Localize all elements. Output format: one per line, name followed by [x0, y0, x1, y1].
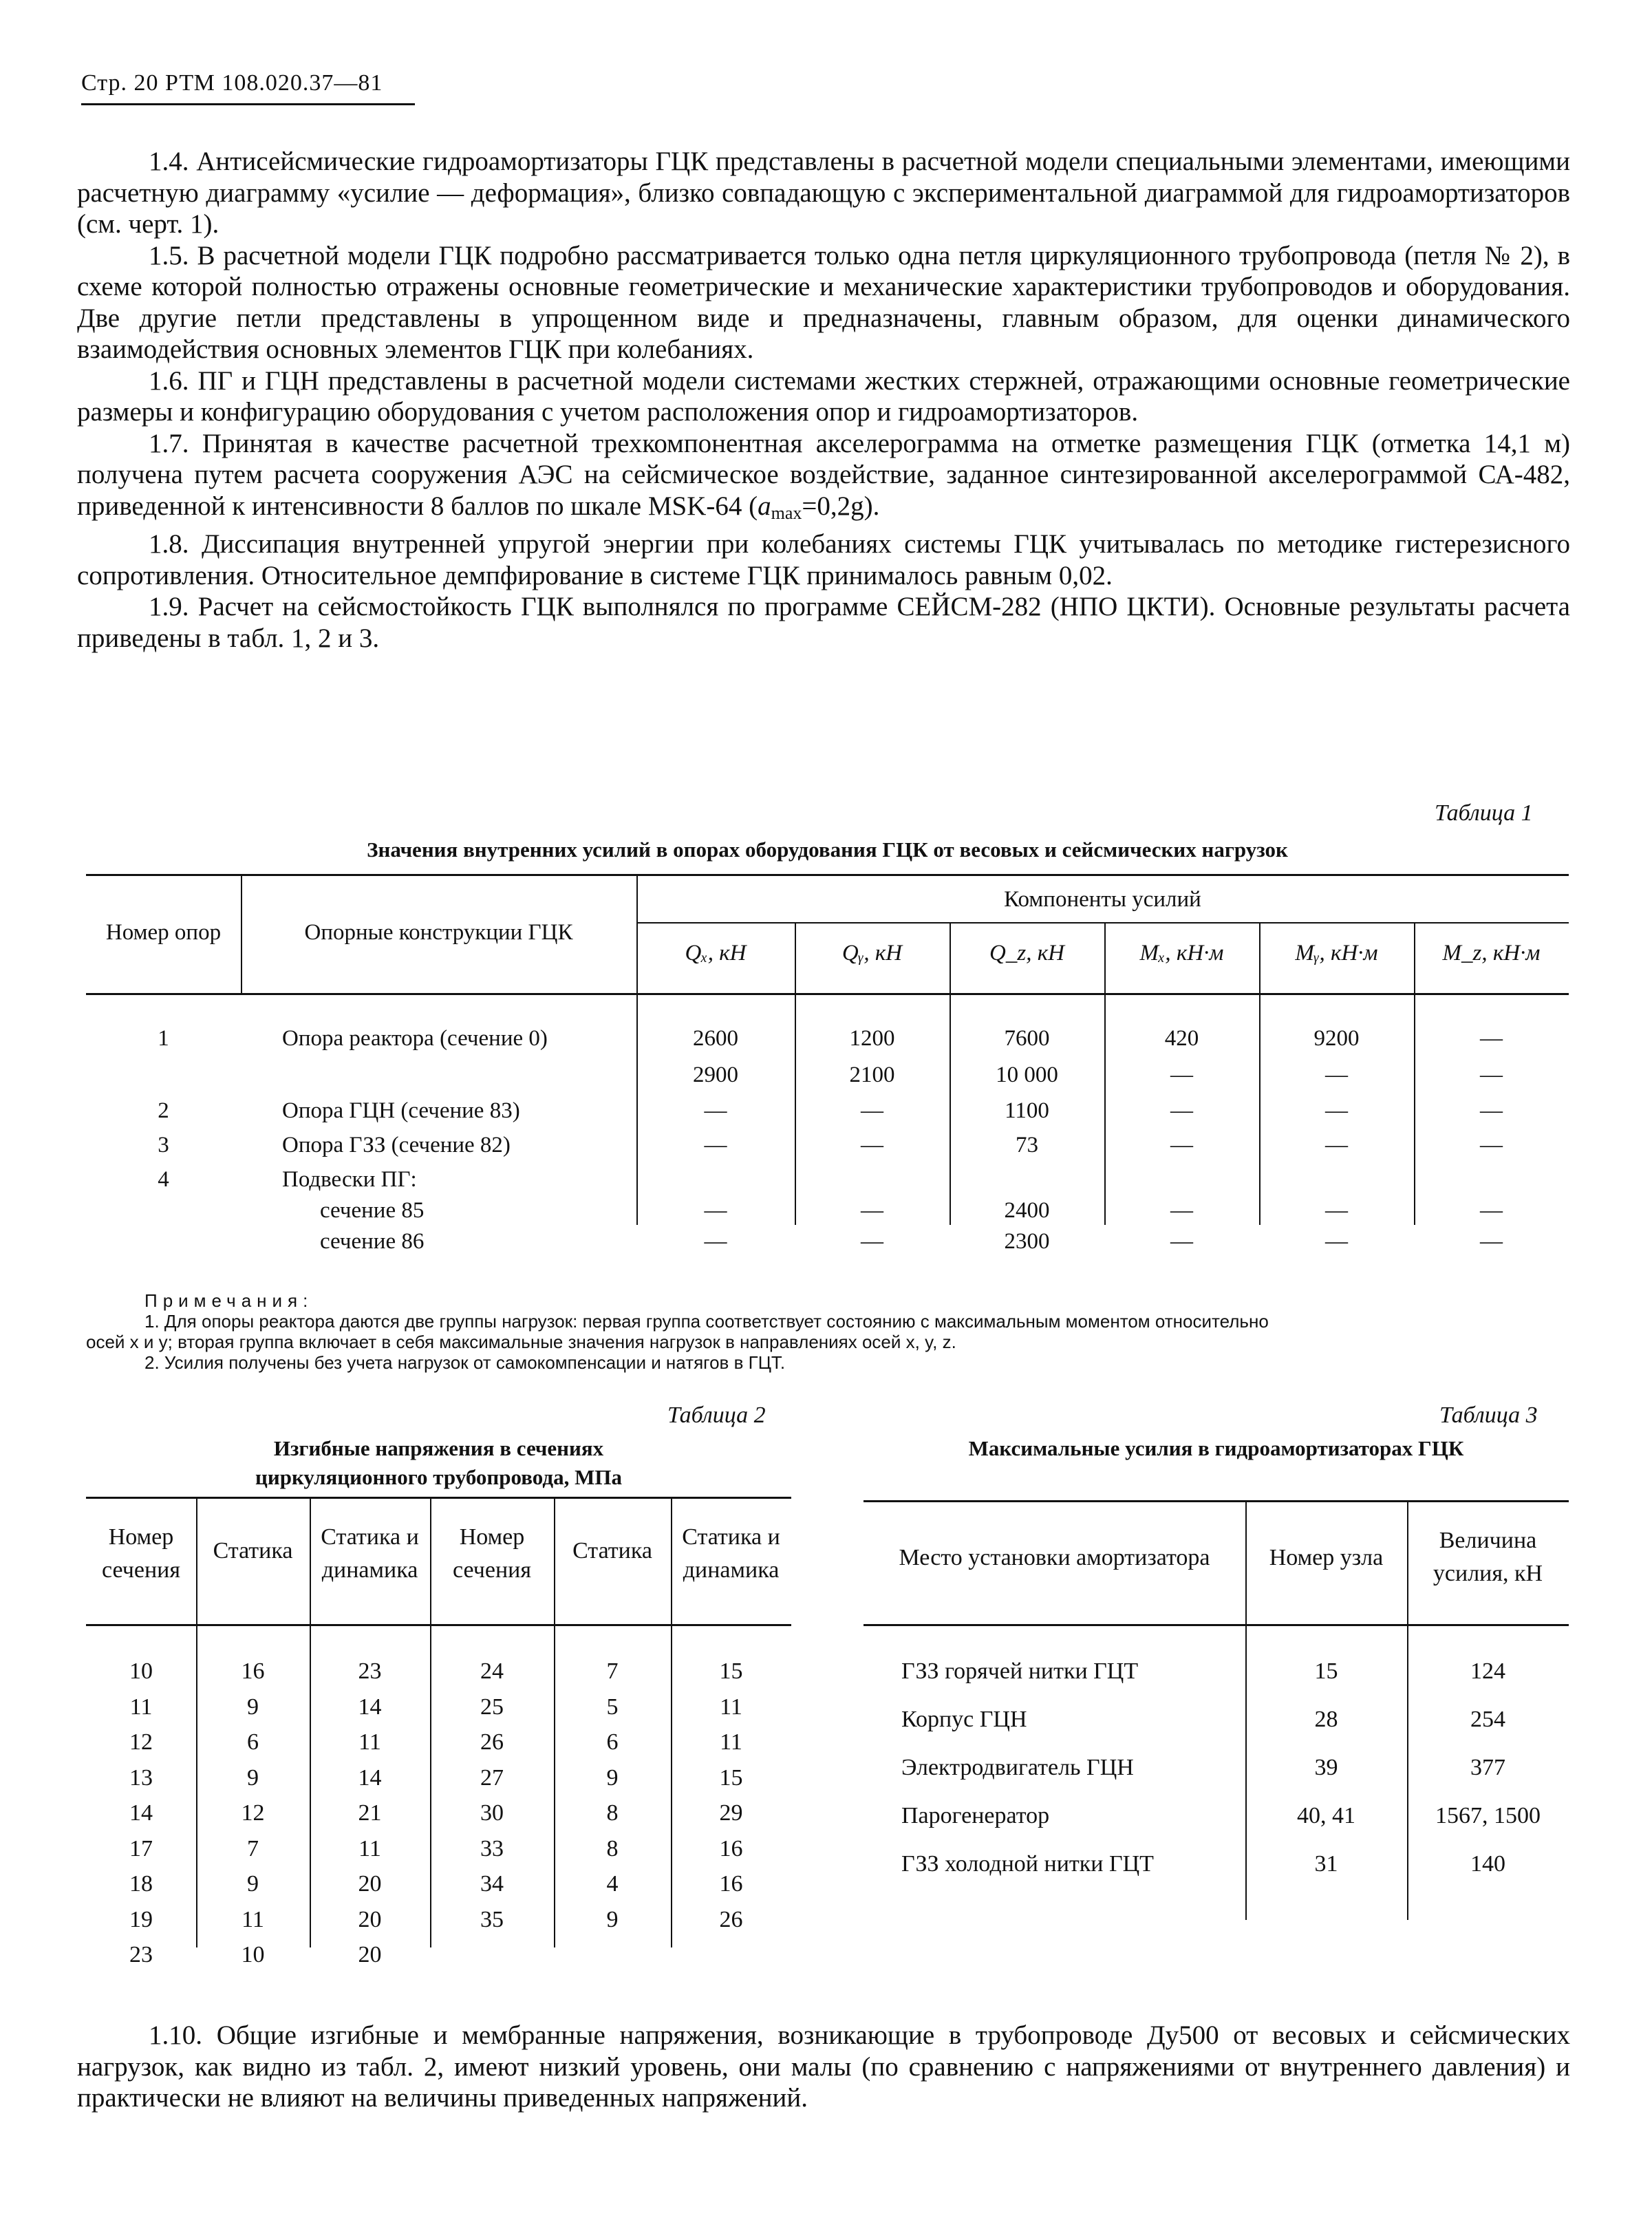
table2-label: Таблица 2: [667, 1402, 766, 1428]
table1-cell: —: [861, 1198, 883, 1223]
table2-cell: 11: [720, 1729, 742, 1755]
table1-cell: 2100: [849, 1063, 895, 1087]
table2-cell: 5: [606, 1694, 619, 1720]
table1-col-qx: Qₓ, кН: [685, 941, 747, 965]
notes-title: Примечания:: [144, 1290, 314, 1311]
table2-header: Статика: [572, 1538, 652, 1563]
table1-cell: 1: [158, 1026, 169, 1051]
table1-cell: —: [704, 1198, 727, 1223]
table2-cell: 7: [606, 1658, 619, 1684]
paragraph-1-5: 1.5. В расчетной модели ГЦК подробно рассматривается только одна петля циркуляционного трубопровода (петля № 2), в схеме которой полностью отражены основные геометрические и механические характеристики трубопроводов и оборудования. Две другие петли представлены в упрощенном виде и предназначены, главным образом, для оценки динамического взаимодействия основных элементов ГЦК при колебаниях.: [77, 240, 1570, 364]
table2-cell: 34: [480, 1871, 504, 1897]
table2-cell: 6: [247, 1729, 259, 1755]
table2-cell: 16: [241, 1658, 265, 1684]
table1-cell: —: [1480, 1026, 1503, 1051]
table2-cell: 27: [480, 1764, 504, 1791]
table3-header: Номер узла: [1269, 1545, 1384, 1570]
table1-cell: —: [1325, 1133, 1348, 1157]
table1-cell: сечение 86: [320, 1229, 425, 1254]
table2-title-line2: циркуляционного трубопровода, МПа: [255, 1465, 622, 1489]
table3-cell: 377: [1470, 1755, 1505, 1780]
paragraph-1-8: 1.8. Диссипация внутренней упругой энергии при колебаниях системы ГЦК учитывалась по методике гистерезисного сопротивления. Относительное демпфирование в системе ГЦК принималось равным 0,02.: [77, 529, 1570, 590]
table2-cell: [554, 1939, 671, 1972]
note-line: 1. Для опоры реактора даются две группы нагрузок: первая группа соответствует состоянию с максимальным моментом относительно: [144, 1311, 1269, 1332]
table3-cell: 28: [1314, 1707, 1338, 1732]
table2-cell: 14: [129, 1800, 153, 1826]
table2-cell: 11: [242, 1906, 264, 1932]
table3-cell: Парогенератор: [901, 1803, 1050, 1828]
table1-cell: 1100: [1005, 1098, 1049, 1123]
table1-cell: —: [1170, 1063, 1193, 1087]
table1-cell: —: [1480, 1098, 1503, 1123]
table1-cell: —: [861, 1133, 883, 1157]
table2-cell: 23: [358, 1658, 382, 1684]
table2-header: Номер сечения: [453, 1524, 531, 1583]
table1-title: Значения внутренних усилий в опорах оборудования ГЦК от весовых и сейсмических нагрузок: [367, 837, 1288, 862]
paragraph-1-7-text-a: 1.7. Принятая в качестве расчетной трехкомпонентная акселерограмма на отметке размещения ГЦК (отметка 14,1 м) получена путем расчета сооружения АЭС на сейсмическое воздействие, заданное синтезированной акселерограммой СА-482, приведенной к интенсивности 8 баллов по шкале MSK-64 (: [77, 428, 1570, 521]
table2-header: Статика и динамика: [321, 1524, 419, 1583]
table1-cell: 420: [1164, 1026, 1199, 1051]
a-symbol: a: [758, 491, 771, 521]
table2-cell: 30: [480, 1800, 504, 1826]
table2-cell: 6: [606, 1729, 619, 1755]
table2-cell: 8: [606, 1835, 619, 1861]
table2-cell: 12: [241, 1800, 265, 1826]
table2-cell: 19: [129, 1906, 153, 1932]
table1-cell: —: [1480, 1198, 1503, 1223]
table2-cell: 29: [719, 1800, 743, 1826]
table3-cell: Корпус ГЦН: [901, 1707, 1027, 1732]
table2-cell: 10: [241, 1942, 265, 1967]
table2-cell: [430, 1939, 554, 1972]
table3-cell: 124: [1470, 1658, 1505, 1684]
table2-cell: 26: [719, 1906, 743, 1932]
table3-cell: 140: [1470, 1851, 1505, 1877]
table1-cell: —: [1170, 1133, 1193, 1157]
table3-top-rule: [863, 1500, 1569, 1502]
table2-cell: 21: [358, 1800, 382, 1826]
table2-cell: 9: [606, 1906, 619, 1932]
table1-label: Таблица 1: [1435, 800, 1533, 826]
table1-cell: 2300: [1004, 1229, 1050, 1254]
table1-cell: —: [1170, 1098, 1193, 1123]
table1-cell: Опора ГЗЗ (сечение 82): [282, 1133, 511, 1157]
table2-cell: 20: [358, 1906, 382, 1932]
table2-cell: 7: [247, 1835, 259, 1861]
table2-cell: 33: [480, 1835, 504, 1861]
table1-col-mx: Mₓ, кН·м: [1139, 941, 1224, 965]
table3-cell: 15: [1314, 1658, 1338, 1684]
table1-cell: 2900: [693, 1063, 738, 1087]
note-line: 2. Усилия получены без учета нагрузок от самокомпенсации и натягов в ГЦТ.: [144, 1352, 786, 1373]
table1-components-rule: [636, 922, 1569, 924]
table1-cell: —: [861, 1098, 883, 1123]
table3-cell: ГЗЗ холодной нитки ГЦТ: [901, 1851, 1154, 1877]
table2-cell: 11: [358, 1835, 381, 1861]
table2-cell: 11: [720, 1694, 742, 1720]
table1-cell: —: [1325, 1198, 1348, 1223]
table3-cell: ГЗЗ горячей нитки ГЦТ: [901, 1658, 1139, 1684]
table2-cell: 16: [719, 1835, 743, 1861]
table2-cell: 9: [247, 1694, 259, 1720]
table1-cell: сечение 85: [320, 1198, 425, 1223]
table2-cell: 15: [719, 1764, 743, 1791]
table2-header: Номер сечения: [102, 1524, 180, 1583]
table1-cell: 2: [158, 1098, 169, 1123]
table2-cell: 20: [358, 1942, 382, 1967]
table2-cell: 15: [719, 1658, 743, 1684]
table1-cell: Опора ГЦН (сечение 83): [282, 1098, 520, 1123]
table2-header: Статика и динамика: [682, 1524, 780, 1583]
paragraph-1-4: 1.4. Антисейсмические гидроамортизаторы ГЦК представлены в расчетной модели специальными элементами, имеющими расчетную диаграмму «усилие — деформация», близко совпадающую с экспериментальной диаграммой для гидроамортизаторов (см. черт. 1).: [77, 147, 1570, 239]
header-text: Стр. 20 РТМ 108.020.37—81: [81, 70, 383, 96]
table1-cell: —: [1170, 1198, 1193, 1223]
header-underline: [81, 103, 415, 105]
table1-header-rule: [86, 993, 1569, 995]
table1-cell: Подвески ПГ:: [282, 1167, 417, 1192]
table2-top-rule: [86, 1497, 791, 1499]
table3-cell: 1567, 1500: [1435, 1803, 1541, 1828]
table1-cell: 73: [1016, 1133, 1038, 1157]
table1-header-support: Номер опор: [105, 920, 222, 945]
table1-cell: 2600: [693, 1026, 738, 1051]
table3-header-rule: [863, 1624, 1569, 1626]
table1-cell: 4: [158, 1167, 169, 1192]
table3-header: Величина усилия, кН: [1433, 1528, 1543, 1586]
table2-cell: 17: [129, 1835, 153, 1861]
table2-cell: 4: [606, 1871, 619, 1897]
table1-cell: —: [861, 1229, 883, 1254]
table3-cell: Электродвигатель ГЦН: [901, 1755, 1134, 1780]
table1-col-my: Mᵧ, кН·м: [1295, 941, 1378, 965]
table3-cell: 254: [1470, 1707, 1505, 1732]
page-header: [81, 70, 383, 96]
table2-cell: 16: [719, 1871, 743, 1897]
table1-cell: —: [704, 1098, 727, 1123]
table2-cell: 18: [129, 1871, 153, 1897]
table3-header: Место установки амортизатора: [899, 1545, 1210, 1570]
table1-col-mz: M_z, кН·м: [1442, 941, 1541, 965]
table1-cell: 3: [158, 1133, 169, 1157]
table1-cell: —: [1480, 1063, 1503, 1087]
table2-title-line1: Изгибные напряжения в сечениях: [273, 1436, 604, 1460]
table1-top-rule: [86, 874, 1569, 876]
table1-cell: —: [1480, 1229, 1503, 1254]
table1-notes: [86, 1290, 1576, 1373]
table2-cell: 26: [480, 1729, 504, 1755]
table2-cell: 14: [358, 1694, 382, 1720]
table3-cell: 40, 41: [1297, 1803, 1355, 1828]
table2-cell: 10: [129, 1658, 153, 1684]
table1-cell: 7600: [1004, 1026, 1050, 1051]
paragraph-1-7: [77, 428, 1570, 529]
table2-header: Статика: [213, 1538, 293, 1563]
table3-label: Таблица 3: [1439, 1402, 1538, 1428]
table2-cell: 25: [480, 1694, 504, 1720]
table1-cell: —: [1170, 1229, 1193, 1254]
table2-cell: 20: [358, 1871, 382, 1897]
body-text: [77, 146, 1570, 654]
table2-cell: 13: [129, 1764, 153, 1791]
table1-cell: 10 000: [996, 1063, 1058, 1087]
a-subscript: max: [771, 502, 802, 523]
table2-cell: 14: [358, 1764, 382, 1791]
table2-cell: 11: [129, 1694, 153, 1720]
table1-cell: 9200: [1313, 1026, 1360, 1051]
table1-cell: Опора реактора (сечение 0): [282, 1026, 548, 1051]
table1-col-qz: Q_z, кН: [989, 941, 1064, 965]
table2-header-rule: [86, 1624, 791, 1626]
table2-cell: 12: [129, 1729, 153, 1755]
note-line: осей x и y; вторая группа включает в себя максимальные значения нагрузок в направлениях осей x, y, z.: [86, 1332, 956, 1352]
table1-cell: —: [1325, 1229, 1348, 1254]
final-text: [77, 2020, 1570, 2114]
table1-cell: 1200: [849, 1026, 895, 1051]
table2-cell: 23: [129, 1942, 153, 1967]
paragraph-1-10: 1.10. Общие изгибные и мембранные напряжения, возникающие в трубопроводе Ду500 от весовых и сейсмических нагрузок, как видно из табл. 2, имеют низкий уровень, они малы (по сравнению с напряжениями от внутреннего давления) и практически не влияют на величины приведенных напряжений.: [77, 2020, 1570, 2113]
table1-cell: —: [704, 1133, 727, 1157]
table3-title: Максимальные усилия в гидроамортизаторах ГЦК: [968, 1436, 1464, 1460]
table3-cell: 31: [1314, 1851, 1338, 1877]
table2-cell: 24: [480, 1658, 504, 1684]
table1-cell: —: [1325, 1063, 1348, 1087]
table1-cell: 2400: [1004, 1198, 1050, 1223]
table1-cell: —: [1480, 1133, 1503, 1157]
table1-cell: —: [1325, 1098, 1348, 1123]
table2-cell: 9: [247, 1764, 259, 1791]
table2-cell: 35: [480, 1906, 504, 1932]
paragraph-1-6: 1.6. ПГ и ГЦН представлены в расчетной модели системами жестких стержней, отражающими основные геометрические размеры и конфигурацию оборудования с учетом расположения опор и гидроамортизаторов.: [77, 365, 1570, 427]
paragraph-1-7-text-b: =0,2g).: [802, 491, 880, 521]
table1-header-components: Компоненты усилий: [1004, 887, 1201, 912]
table2-cell: 11: [358, 1729, 381, 1755]
table1-cell: —: [704, 1229, 727, 1254]
table1-header-construction: Опорные конструкции ГЦК: [304, 920, 573, 945]
paragraph-1-9: 1.9. Расчет на сейсмостойкость ГЦК выполнялся по программе СЕЙСМ-282 (НПО ЦКТИ). Основные результаты расчета приведены в табл. 1, 2 и 3.: [77, 592, 1570, 653]
table2-cell: [671, 1939, 791, 1972]
table2-cell: 9: [606, 1764, 619, 1791]
table1-col-qy: Qᵧ, кН: [841, 941, 903, 965]
table2-cell: 9: [247, 1871, 259, 1897]
table2-cell: 8: [606, 1800, 619, 1826]
table3-cell: 39: [1314, 1755, 1338, 1780]
